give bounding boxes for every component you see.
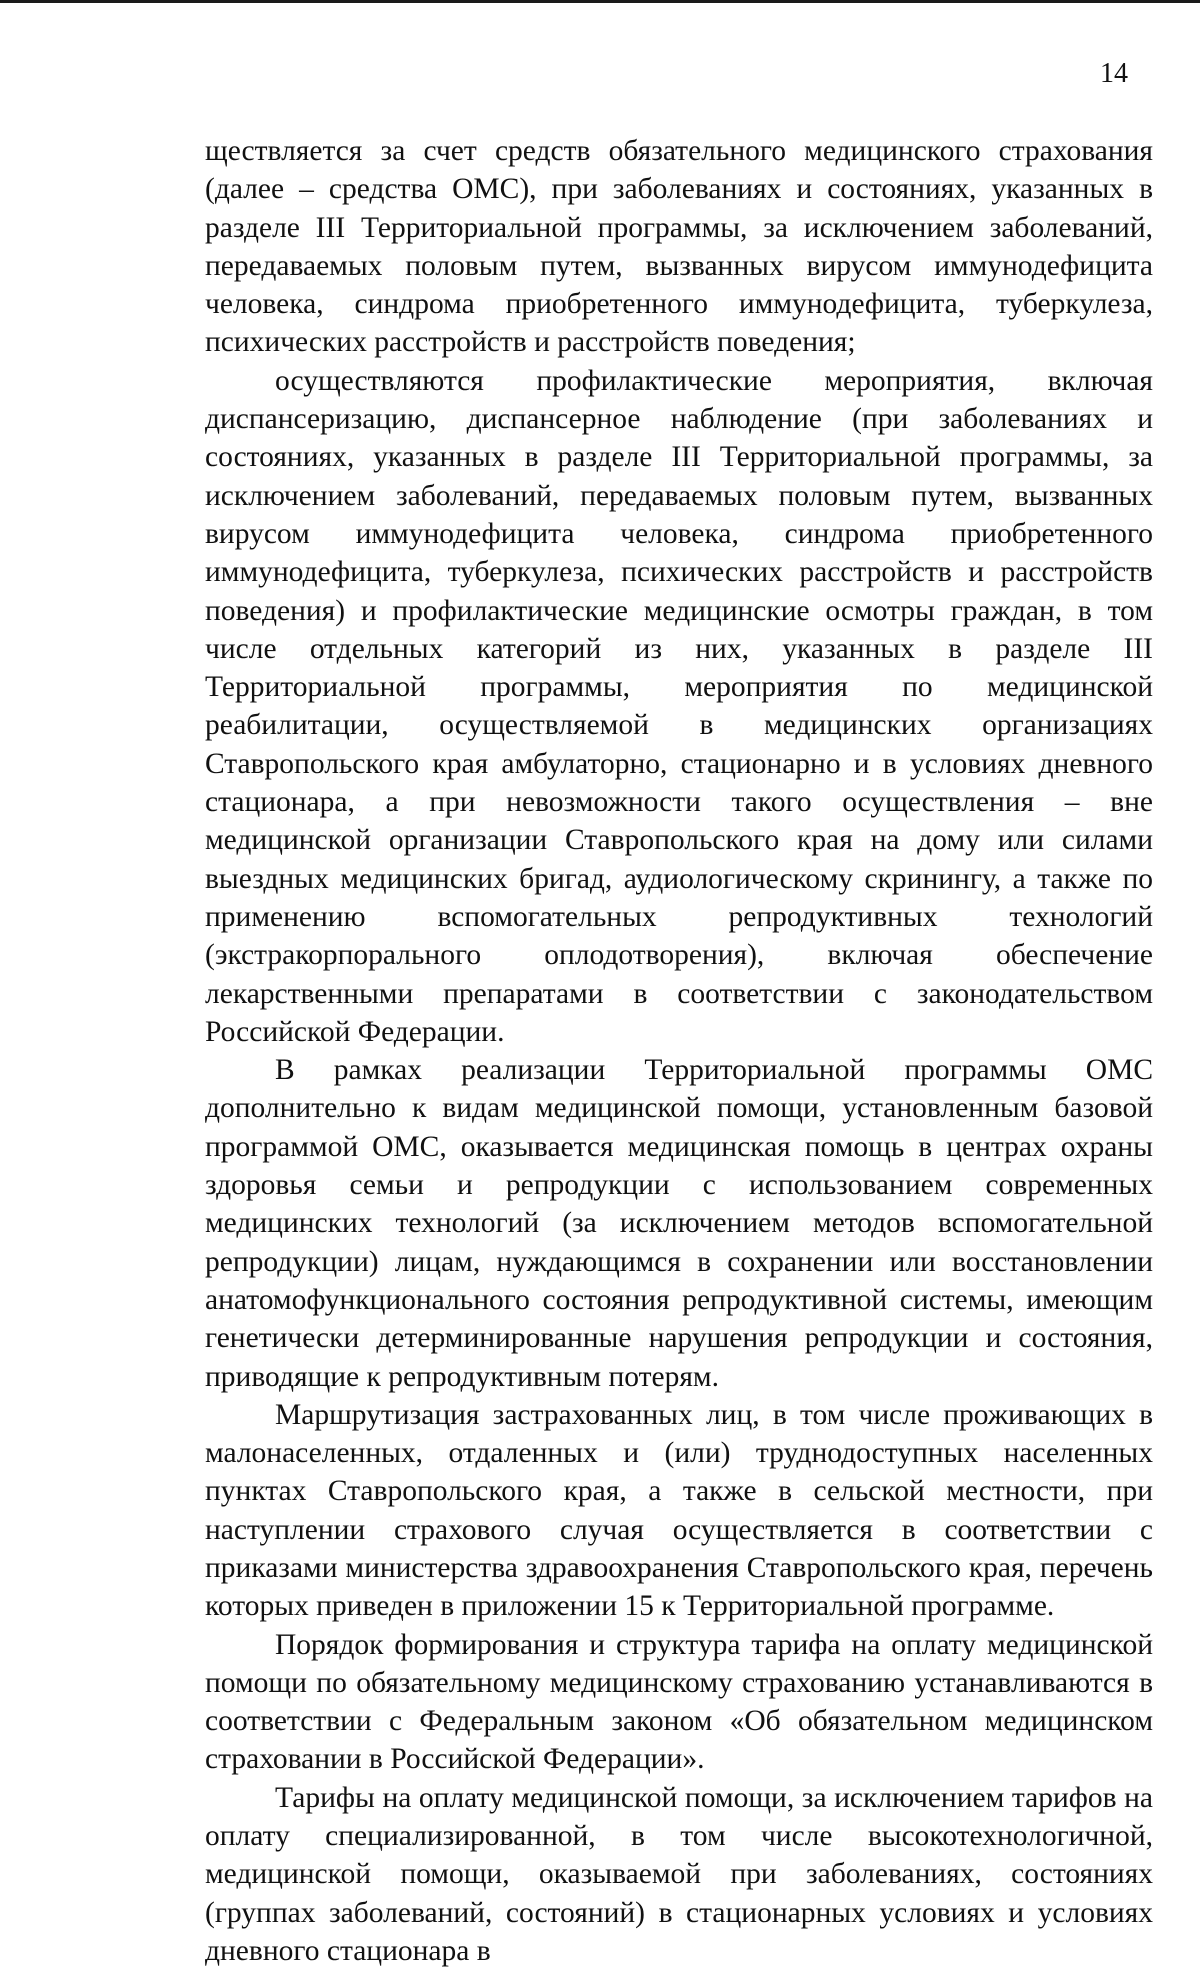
paragraph-routing: Маршрутизация застрахованных лиц, в том числе проживающих в малонаселенных, отдаленных и (или) труднодоступных населенных пунктах Ставропольского края, а также в сельской местности, при наступлении страхового случая осуществляется в соответствии с приказами министерства здравоохранения Ставропольского края, перечень которых приведен в приложении 15 к Территориальной программе.	[205, 1398, 1153, 1623]
scan-top-edge-line	[0, 0, 1200, 3]
paragraph-tariffs: Тарифы на оплату медицинской помощи, за исключением тарифов на оплату специализированной, в том числе высокотехнологичной, медицинской помощи, оказываемой при заболеваниях, состояниях (группах заболеваний, состояний) в стационарных условиях и условиях дневного стационара в	[205, 1781, 1153, 1967]
paragraph-continuation: ществляется за счет средств обязательного медицинского страхования (далее – средства ОМС), при заболеваниях и состояниях, указанных в разделе III Территориальной программы, за исключением заболеваний, передаваемых половым путем, вызванных вирусом иммунодефицита человека, синдрома приобретенного иммунодефицита, туберкулеза, психических расстройств и расстройств поведения;	[205, 135, 1153, 359]
paragraph-tariff-structure: Порядок формирования и структура тарифа на оплату медицинской помощи по обязательному медицинскому страхованию устанавливаются в соответствии с Федеральным законом «Об обязательном медицинском страховании в Российской Федерации».	[205, 1628, 1153, 1776]
page-number: 14	[1100, 58, 1128, 89]
paragraph-preventive-measures: осуществляются профилактические мероприятия, включая диспансеризацию, диспансерное наблюдение (при заболеваниях и состояниях, указанных в разделе III Территориальной программы, за исключением заболеваний, передаваемых половым путем, вызванных вирусом иммунодефицита человека, синдрома приобретенного иммунодефицита, туберкулеза, психических расстройств и расстройств поведения) и профилактические медицинские осмотры граждан, в том числе отдельных категорий из них, указанных в разделе III Территориальной программы, мероприятия по медицинской реабилитации, осуществляемой в медицинских организациях Ставропольского края амбулаторно, стационарно и в условиях дневного стационара, а при невозможности такого осуществления – вне медицинской организации Ставропольского края на дому или силами выездных медицинских бригад, аудиологическому скринингу, а также по применению вспомогательных репродуктивных технологий (экстракорпорального оплодотворения), включая обеспечение лекарственными препаратами в соответствии с законодательством Российской Федерации.	[205, 364, 1153, 1048]
document-body	[205, 132, 1153, 1970]
paragraph-territorial-program: В рамках реализации Территориальной программы ОМС дополнительно к видам медицинской помощи, установленным базовой программой ОМС, оказывается медицинская помощь в центрах охраны здоровья семьи и репродукции с использованием современных медицинских технологий (за исключением методов вспомогательной репродукции) лицам, нуждающимся в сохранении или восстановлении анатомофункционального состояния репродуктивной системы, имеющим генетически детерминированные нарушения репродукции и состояния, приводящие к репродуктивным потерям.	[205, 1054, 1153, 1393]
